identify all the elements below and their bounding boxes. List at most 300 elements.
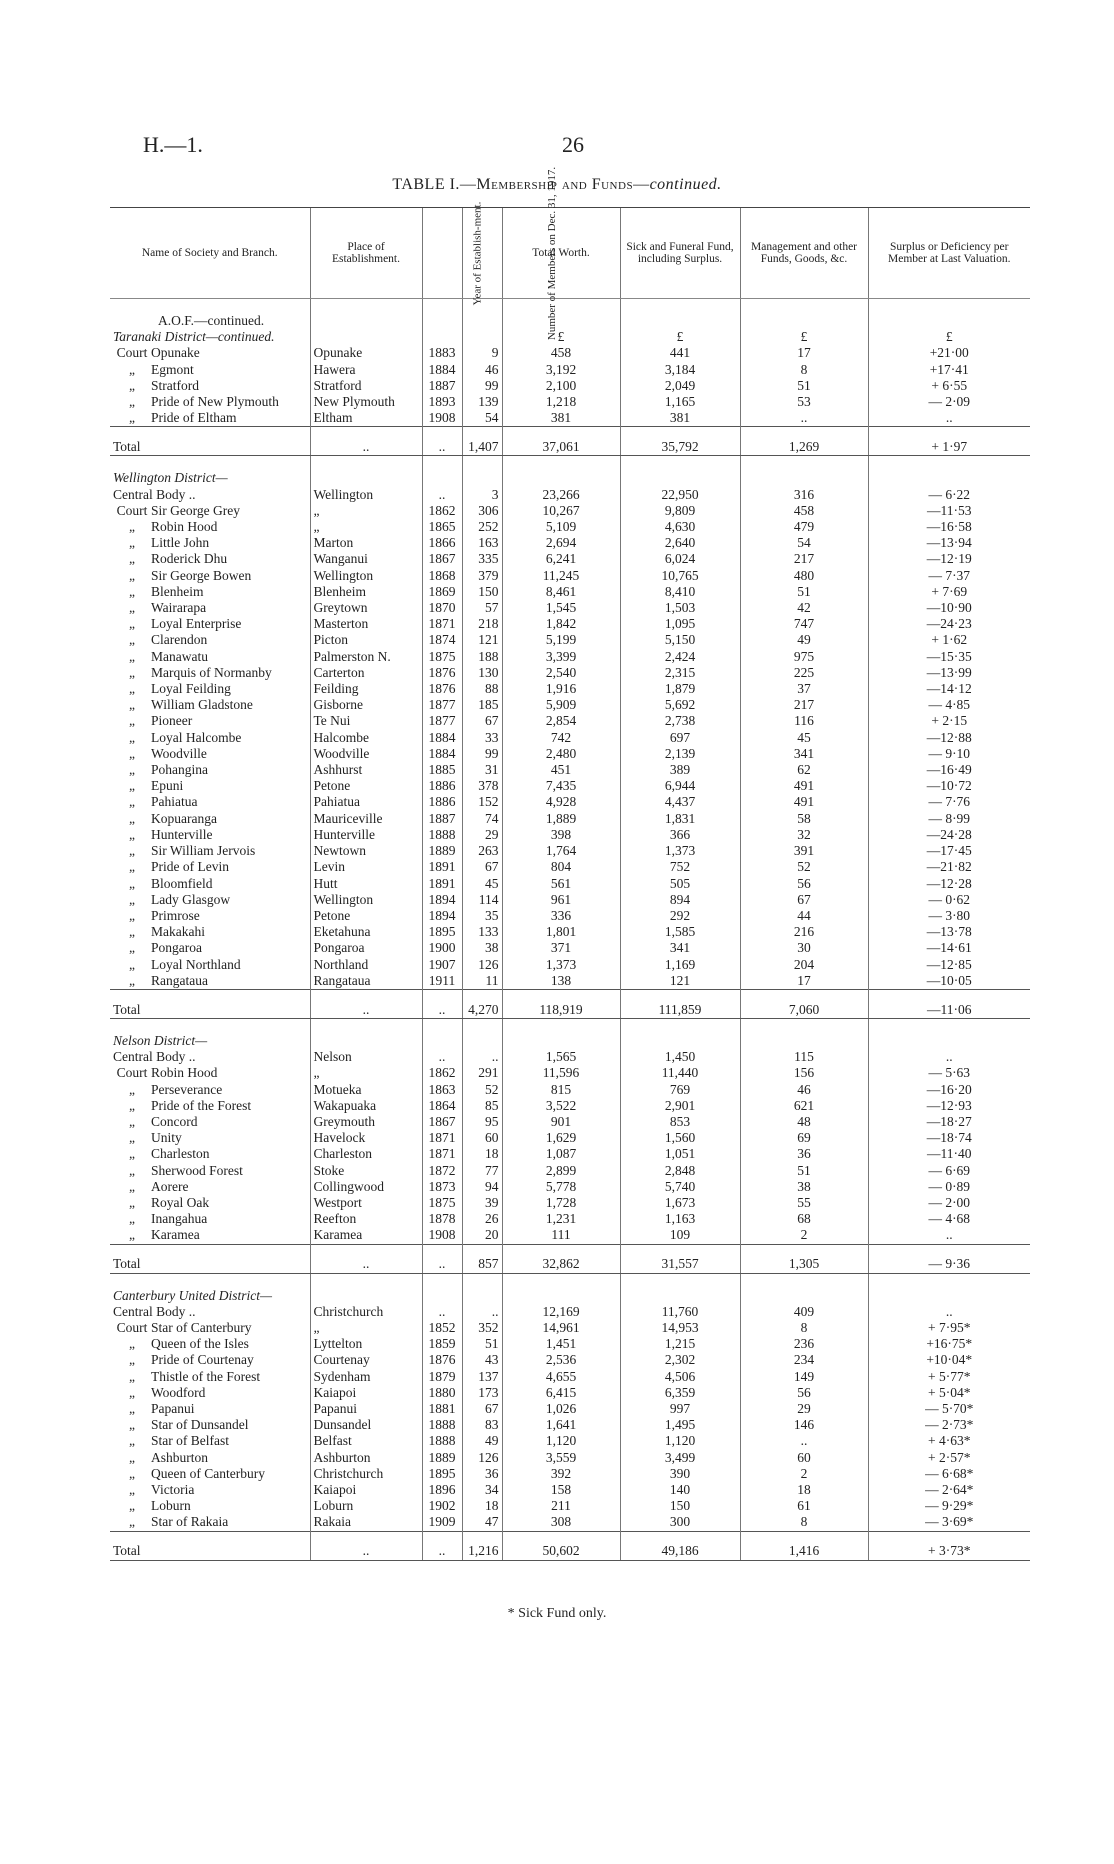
members-cell: 152 bbox=[462, 794, 502, 810]
members-cell: 188 bbox=[462, 649, 502, 665]
place-cell: Lyttelton bbox=[310, 1336, 422, 1352]
worth-cell: 2,899 bbox=[502, 1163, 620, 1179]
year-cell: 1867 bbox=[422, 1114, 462, 1130]
surplus-cell: — 7·37 bbox=[868, 568, 1030, 584]
district-label: Nelson District— bbox=[113, 1032, 208, 1048]
place-cell: Picton bbox=[310, 632, 422, 648]
table-row bbox=[110, 1065, 1030, 1081]
branch-name: „ Wairarapa bbox=[110, 600, 310, 616]
worth-cell: 308 bbox=[502, 1514, 620, 1531]
place-cell: Loburn bbox=[310, 1498, 422, 1514]
sick-fund-cell: 5,692 bbox=[620, 697, 740, 713]
table-row bbox=[110, 876, 1030, 892]
branch-prefix: „ bbox=[129, 551, 135, 567]
table-header-row bbox=[110, 208, 1030, 299]
col-header-worth: Total Worth. bbox=[502, 208, 620, 299]
members-cell: 83 bbox=[462, 1417, 502, 1433]
branch-name: „ Kopuaranga bbox=[110, 811, 310, 827]
branch-prefix: „ bbox=[129, 519, 135, 535]
members-cell: 335 bbox=[462, 551, 502, 567]
table-row bbox=[110, 843, 1030, 859]
mgmt-fund-cell: 146 bbox=[740, 1417, 868, 1433]
branch-prefix: „ bbox=[129, 616, 135, 632]
district-label: Taranaki District—continued. bbox=[113, 329, 275, 345]
surplus-cell: — 3·80 bbox=[868, 908, 1030, 924]
sick-fund-cell: 2,302 bbox=[620, 1352, 740, 1368]
table-row bbox=[110, 924, 1030, 940]
branch-prefix: „ bbox=[129, 745, 135, 761]
district-row bbox=[110, 1033, 1030, 1049]
worth-cell: 23,266 bbox=[502, 487, 620, 503]
table-row bbox=[110, 487, 1030, 503]
mgmt-fund-cell: 458 bbox=[740, 503, 868, 519]
surplus-cell: — 2·09 bbox=[868, 394, 1030, 410]
worth-cell: 158 bbox=[502, 1482, 620, 1498]
members-cell: 34 bbox=[462, 1482, 502, 1498]
year-cell: 1865 bbox=[422, 519, 462, 535]
branch-prefix: „ bbox=[129, 1417, 135, 1433]
sick-fund-cell: 5,740 bbox=[620, 1179, 740, 1195]
place-cell: Sydenham bbox=[310, 1369, 422, 1385]
worth-cell: 1,087 bbox=[502, 1146, 620, 1162]
branch-name: „ Unity bbox=[110, 1130, 310, 1146]
col-header-mgmt: Management and other Funds, Goods, &c. bbox=[740, 208, 868, 299]
total-label: Total bbox=[110, 1244, 310, 1273]
branch-prefix: „ bbox=[129, 377, 135, 393]
table-row bbox=[110, 1049, 1030, 1065]
sick-fund-cell: 11,760 bbox=[620, 1304, 740, 1320]
sick-fund-cell: 9,809 bbox=[620, 503, 740, 519]
place-cell: Ashhurst bbox=[310, 762, 422, 778]
sick-fund-cell: 1,879 bbox=[620, 681, 740, 697]
mgmt-fund-cell: 156 bbox=[740, 1065, 868, 1081]
total-worth: 118,919 bbox=[502, 989, 620, 1018]
place-cell: Petone bbox=[310, 908, 422, 924]
surplus-cell: —18·27 bbox=[868, 1114, 1030, 1130]
sick-fund-cell: 1,450 bbox=[620, 1049, 740, 1065]
members-cell: 85 bbox=[462, 1098, 502, 1114]
worth-cell: 2,100 bbox=[502, 378, 620, 394]
branch-name: „ Loyal Enterprise bbox=[110, 616, 310, 632]
surplus-cell: —16·49 bbox=[868, 762, 1030, 778]
branch-name: „ Star of Rakaia bbox=[110, 1514, 310, 1531]
sick-fund-cell: 3,499 bbox=[620, 1450, 740, 1466]
surplus-cell: .. bbox=[868, 1227, 1030, 1244]
worth-cell: 458 bbox=[502, 345, 620, 361]
year-cell: 1873 bbox=[422, 1179, 462, 1195]
place-cell: Halcombe bbox=[310, 730, 422, 746]
branch-prefix: „ bbox=[129, 394, 135, 410]
footnote: * Sick Fund only. bbox=[507, 1606, 607, 1621]
year-cell: 1864 bbox=[422, 1098, 462, 1114]
branch-name: „ Pride of the Forest bbox=[110, 1098, 310, 1114]
sick-fund-cell: 1,165 bbox=[620, 394, 740, 410]
branch-name: „ Makakahi bbox=[110, 924, 310, 940]
place-cell: Pongaroa bbox=[310, 940, 422, 956]
worth-cell: 1,218 bbox=[502, 394, 620, 410]
members-cell: 3 bbox=[462, 487, 502, 503]
mgmt-fund-cell: 61 bbox=[740, 1498, 868, 1514]
year-cell: 1887 bbox=[422, 378, 462, 394]
branch-prefix: „ bbox=[129, 1130, 135, 1146]
branch-name: „ Thistle of the Forest bbox=[110, 1369, 310, 1385]
members-cell: 57 bbox=[462, 600, 502, 616]
branch-prefix: „ bbox=[129, 1433, 135, 1449]
year-cell: 1870 bbox=[422, 600, 462, 616]
branch-name: „ Papanui bbox=[110, 1401, 310, 1417]
year-cell: 1889 bbox=[422, 843, 462, 859]
sick-fund-cell: 6,944 bbox=[620, 778, 740, 794]
branch-name: Central Body .. bbox=[113, 1303, 196, 1319]
col-header-members: Number of Members on Dec. 31, 1917. bbox=[462, 208, 502, 299]
year-cell: 1884 bbox=[422, 746, 462, 762]
members-cell: 67 bbox=[462, 859, 502, 875]
table-row bbox=[110, 1401, 1030, 1417]
branch-name: „ Hunterville bbox=[110, 827, 310, 843]
worth-cell: 451 bbox=[502, 762, 620, 778]
branch-name: „ Ashburton bbox=[110, 1450, 310, 1466]
table-row bbox=[110, 681, 1030, 697]
mgmt-fund-cell: 36 bbox=[740, 1146, 868, 1162]
total-mgmt-fund: 1,305 bbox=[740, 1244, 868, 1273]
total-members: 4,270 bbox=[462, 989, 502, 1018]
table-row bbox=[110, 1385, 1030, 1401]
table-row bbox=[110, 600, 1030, 616]
surplus-cell: — 2·73* bbox=[868, 1417, 1030, 1433]
sick-fund-cell: 1,373 bbox=[620, 843, 740, 859]
year-cell: 1884 bbox=[422, 362, 462, 378]
surplus-cell: —14·61 bbox=[868, 940, 1030, 956]
worth-cell: 1,565 bbox=[502, 1049, 620, 1065]
place-cell: Eketahuna bbox=[310, 924, 422, 940]
mgmt-fund-cell: 975 bbox=[740, 649, 868, 665]
year-cell: 1880 bbox=[422, 1385, 462, 1401]
spacer-row bbox=[110, 456, 1030, 471]
members-cell: 163 bbox=[462, 535, 502, 551]
surplus-cell: + 7·95* bbox=[868, 1320, 1030, 1336]
members-cell: 99 bbox=[462, 746, 502, 762]
worth-cell: 1,026 bbox=[502, 1401, 620, 1417]
members-cell: 36 bbox=[462, 1466, 502, 1482]
col-header-place: Place of Establishment. bbox=[310, 208, 422, 299]
branch-prefix: „ bbox=[129, 697, 135, 713]
surplus-cell: —15·35 bbox=[868, 649, 1030, 665]
table-row bbox=[110, 778, 1030, 794]
table-row bbox=[110, 649, 1030, 665]
surplus-cell: + 1·62 bbox=[868, 632, 1030, 648]
worth-cell: 4,655 bbox=[502, 1369, 620, 1385]
worth-cell: 1,120 bbox=[502, 1433, 620, 1449]
branch-name: „ Primrose bbox=[110, 908, 310, 924]
sick-fund-cell: 441 bbox=[620, 345, 740, 361]
branch-name: „ Little John bbox=[110, 535, 310, 551]
table-row bbox=[110, 1320, 1030, 1336]
total-members: 1,407 bbox=[462, 427, 502, 456]
members-cell: 150 bbox=[462, 584, 502, 600]
mgmt-fund-cell: 51 bbox=[740, 1163, 868, 1179]
district-label: Canterbury United District— bbox=[113, 1287, 272, 1303]
year-cell: 1876 bbox=[422, 1352, 462, 1368]
mgmt-fund-cell: 116 bbox=[740, 713, 868, 729]
branch-name: „ Star of Belfast bbox=[110, 1433, 310, 1449]
members-cell: 51 bbox=[462, 1336, 502, 1352]
worth-cell: 1,231 bbox=[502, 1211, 620, 1227]
members-cell: 60 bbox=[462, 1130, 502, 1146]
year-cell: 1871 bbox=[422, 1146, 462, 1162]
table-row bbox=[110, 394, 1030, 410]
surplus-cell: —16·20 bbox=[868, 1082, 1030, 1098]
place-cell: Carterton bbox=[310, 665, 422, 681]
members-cell: 379 bbox=[462, 568, 502, 584]
mgmt-fund-cell: 69 bbox=[740, 1130, 868, 1146]
table-row bbox=[110, 362, 1030, 378]
year-cell: 1884 bbox=[422, 730, 462, 746]
members-cell: 43 bbox=[462, 1352, 502, 1368]
sick-fund-cell: 4,630 bbox=[620, 519, 740, 535]
surplus-cell: —14·12 bbox=[868, 681, 1030, 697]
worth-cell: 1,451 bbox=[502, 1336, 620, 1352]
worth-cell: 14,961 bbox=[502, 1320, 620, 1336]
branch-prefix: „ bbox=[129, 1336, 135, 1352]
place-cell: Marton bbox=[310, 535, 422, 551]
branch-prefix: „ bbox=[129, 713, 135, 729]
branch-name: Court Star of Canterbury bbox=[110, 1320, 310, 1336]
table-row bbox=[110, 410, 1030, 427]
branch-prefix: „ bbox=[129, 1227, 135, 1243]
table-row bbox=[110, 859, 1030, 875]
members-cell: 26 bbox=[462, 1211, 502, 1227]
year-cell: 1863 bbox=[422, 1082, 462, 1098]
mgmt-fund-cell: 621 bbox=[740, 1098, 868, 1114]
members-cell: 67 bbox=[462, 1401, 502, 1417]
sick-fund-cell: 140 bbox=[620, 1482, 740, 1498]
worth-cell: 1,801 bbox=[502, 924, 620, 940]
total-label: Total bbox=[110, 989, 310, 1018]
branch-prefix: „ bbox=[129, 535, 135, 551]
members-cell: 126 bbox=[462, 1450, 502, 1466]
branch-name: Court Opunake bbox=[110, 345, 310, 361]
year-cell: 1888 bbox=[422, 1433, 462, 1449]
place-cell: Northland bbox=[310, 957, 422, 973]
surplus-cell: —13·78 bbox=[868, 924, 1030, 940]
table-row bbox=[110, 378, 1030, 394]
mgmt-fund-cell: 67 bbox=[740, 892, 868, 908]
members-cell: 49 bbox=[462, 1433, 502, 1449]
total-worth: 37,061 bbox=[502, 427, 620, 456]
mgmt-fund-cell: 2 bbox=[740, 1466, 868, 1482]
sick-fund-cell: 1,120 bbox=[620, 1433, 740, 1449]
worth-cell: 6,415 bbox=[502, 1385, 620, 1401]
branch-prefix: „ bbox=[129, 891, 135, 907]
surplus-cell: — 4·68 bbox=[868, 1211, 1030, 1227]
table-row bbox=[110, 1304, 1030, 1320]
branch-prefix: „ bbox=[129, 632, 135, 648]
year-cell: 1886 bbox=[422, 794, 462, 810]
surplus-cell: —12·28 bbox=[868, 876, 1030, 892]
year-cell: 1877 bbox=[422, 697, 462, 713]
sick-fund-cell: 1,560 bbox=[620, 1130, 740, 1146]
surplus-cell: —12·88 bbox=[868, 730, 1030, 746]
surplus-cell: —17·45 bbox=[868, 843, 1030, 859]
sick-fund-cell: 2,424 bbox=[620, 649, 740, 665]
branch-prefix: „ bbox=[129, 875, 135, 891]
worth-cell: 1,373 bbox=[502, 957, 620, 973]
sick-fund-cell: 2,049 bbox=[620, 378, 740, 394]
surplus-cell: —13·94 bbox=[868, 535, 1030, 551]
col-header-sick: Sick and Funeral Fund, including Surplus. bbox=[620, 208, 740, 299]
sick-fund-cell: 366 bbox=[620, 827, 740, 843]
branch-prefix: „ bbox=[129, 1352, 135, 1368]
year-cell: 1894 bbox=[422, 908, 462, 924]
branch-prefix: „ bbox=[129, 826, 135, 842]
worth-cell: 804 bbox=[502, 859, 620, 875]
year-cell: 1883 bbox=[422, 345, 462, 361]
branch-name: „ Epuni bbox=[110, 778, 310, 794]
year-cell: 1896 bbox=[422, 1482, 462, 1498]
members-cell: 20 bbox=[462, 1227, 502, 1244]
worth-cell: 398 bbox=[502, 827, 620, 843]
mgmt-fund-cell: 44 bbox=[740, 908, 868, 924]
members-cell: 130 bbox=[462, 665, 502, 681]
branch-prefix: Court bbox=[116, 1319, 148, 1335]
total-worth: 50,602 bbox=[502, 1531, 620, 1560]
members-cell: 306 bbox=[462, 503, 502, 519]
year-cell: 1879 bbox=[422, 1369, 462, 1385]
mgmt-fund-cell: 491 bbox=[740, 778, 868, 794]
branch-name: „ Clarendon bbox=[110, 632, 310, 648]
branch-prefix: „ bbox=[129, 907, 135, 923]
total-row: Total .. .. 1,407 37,061 35,792 1,269 + 1·97 bbox=[110, 427, 1030, 456]
sick-fund-cell: 997 bbox=[620, 1401, 740, 1417]
branch-name: „ Pongaroa bbox=[110, 940, 310, 956]
place-cell: Stoke bbox=[310, 1163, 422, 1179]
surplus-cell: + 5·04* bbox=[868, 1385, 1030, 1401]
table-row bbox=[110, 1433, 1030, 1449]
mgmt-fund-cell: 2 bbox=[740, 1227, 868, 1244]
table-row bbox=[110, 1482, 1030, 1498]
mgmt-fund-cell: 38 bbox=[740, 1179, 868, 1195]
surplus-cell: —18·74 bbox=[868, 1130, 1030, 1146]
place-cell: Levin bbox=[310, 859, 422, 875]
surplus-cell: — 5·63 bbox=[868, 1065, 1030, 1081]
branch-name: „ Bloomfield bbox=[110, 876, 310, 892]
mgmt-fund-cell: 225 bbox=[740, 665, 868, 681]
sick-fund-cell: 4,506 bbox=[620, 1369, 740, 1385]
total-members: 1,216 bbox=[462, 1531, 502, 1560]
branch-prefix: „ bbox=[129, 956, 135, 972]
mgmt-fund-cell: 204 bbox=[740, 957, 868, 973]
branch-name: „ Roderick Dhu bbox=[110, 551, 310, 567]
year-cell: 1868 bbox=[422, 568, 462, 584]
table-row bbox=[110, 1417, 1030, 1433]
sick-fund-cell: 390 bbox=[620, 1466, 740, 1482]
sick-fund-cell: 22,950 bbox=[620, 487, 740, 503]
year-cell: 1902 bbox=[422, 1498, 462, 1514]
place-cell: „ bbox=[310, 503, 422, 519]
branch-prefix: „ bbox=[129, 972, 135, 988]
sick-fund-cell: 894 bbox=[620, 892, 740, 908]
mgmt-fund-cell: 58 bbox=[740, 811, 868, 827]
members-cell: 94 bbox=[462, 1179, 502, 1195]
mgmt-fund-cell: 68 bbox=[740, 1211, 868, 1227]
branch-prefix: „ bbox=[129, 1081, 135, 1097]
surplus-cell: +10·04* bbox=[868, 1352, 1030, 1368]
worth-cell: 381 bbox=[502, 410, 620, 427]
year-cell: 1894 bbox=[422, 892, 462, 908]
branch-name: „ Sir William Jervois bbox=[110, 843, 310, 859]
surplus-cell: —16·58 bbox=[868, 519, 1030, 535]
total-label: Total bbox=[110, 427, 310, 456]
branch-prefix: „ bbox=[129, 1400, 135, 1416]
table-row bbox=[110, 1466, 1030, 1482]
mgmt-fund-cell: 8 bbox=[740, 1514, 868, 1531]
table-row bbox=[110, 345, 1030, 361]
mgmt-fund-cell: 8 bbox=[740, 362, 868, 378]
branch-name: „ Rangataua bbox=[110, 973, 310, 990]
worth-cell: 1,641 bbox=[502, 1417, 620, 1433]
place-cell: Courtenay bbox=[310, 1352, 422, 1368]
place-cell: Woodville bbox=[310, 746, 422, 762]
surplus-cell: — 8·99 bbox=[868, 811, 1030, 827]
place-cell: „ bbox=[310, 1065, 422, 1081]
table-row bbox=[110, 1450, 1030, 1466]
worth-cell: 3,192 bbox=[502, 362, 620, 378]
mgmt-fund-cell: 60 bbox=[740, 1450, 868, 1466]
unit-label: £ bbox=[868, 329, 1030, 345]
table-row bbox=[110, 811, 1030, 827]
unit-label: £ bbox=[502, 329, 620, 345]
surplus-cell: — 4·85 bbox=[868, 697, 1030, 713]
sick-fund-cell: 769 bbox=[620, 1082, 740, 1098]
total-mgmt-fund: 1,269 bbox=[740, 427, 868, 456]
year-cell: 1891 bbox=[422, 876, 462, 892]
surplus-cell: — 6·68* bbox=[868, 1466, 1030, 1482]
total-row: Total .. .. 857 32,862 31,557 1,305 — 9·36 bbox=[110, 1244, 1030, 1273]
table-row bbox=[110, 519, 1030, 535]
year-cell: 1881 bbox=[422, 1401, 462, 1417]
mgmt-fund-cell: 217 bbox=[740, 551, 868, 567]
place-cell: Masterton bbox=[310, 616, 422, 632]
worth-cell: 11,245 bbox=[502, 568, 620, 584]
table-row bbox=[110, 503, 1030, 519]
branch-prefix: „ bbox=[129, 1498, 135, 1514]
sick-fund-cell: 341 bbox=[620, 940, 740, 956]
table-row bbox=[110, 1082, 1030, 1098]
sick-fund-cell: 14,953 bbox=[620, 1320, 740, 1336]
table-row bbox=[110, 1498, 1030, 1514]
table-row bbox=[110, 973, 1030, 990]
mgmt-fund-cell: 234 bbox=[740, 1352, 868, 1368]
place-cell: Hutt bbox=[310, 876, 422, 892]
surplus-cell: .. bbox=[868, 1304, 1030, 1320]
sick-fund-cell: 300 bbox=[620, 1514, 740, 1531]
mgmt-fund-cell: 53 bbox=[740, 394, 868, 410]
branch-name: „ Pride of New Plymouth bbox=[110, 394, 310, 410]
year-cell: 1871 bbox=[422, 1130, 462, 1146]
total-row: Total .. .. 4,270 118,919 111,859 7,060 —11·06 bbox=[110, 989, 1030, 1018]
sick-fund-cell: 1,215 bbox=[620, 1336, 740, 1352]
members-cell: 352 bbox=[462, 1320, 502, 1336]
branch-name: Court Robin Hood bbox=[110, 1065, 310, 1081]
members-cell: 33 bbox=[462, 730, 502, 746]
table-row bbox=[110, 584, 1030, 600]
sick-fund-cell: 2,738 bbox=[620, 713, 740, 729]
members-cell: 38 bbox=[462, 940, 502, 956]
branch-prefix: „ bbox=[129, 1211, 135, 1227]
branch-name: „ Pahiatua bbox=[110, 794, 310, 810]
mgmt-fund-cell: 51 bbox=[740, 378, 868, 394]
members-cell: 263 bbox=[462, 843, 502, 859]
